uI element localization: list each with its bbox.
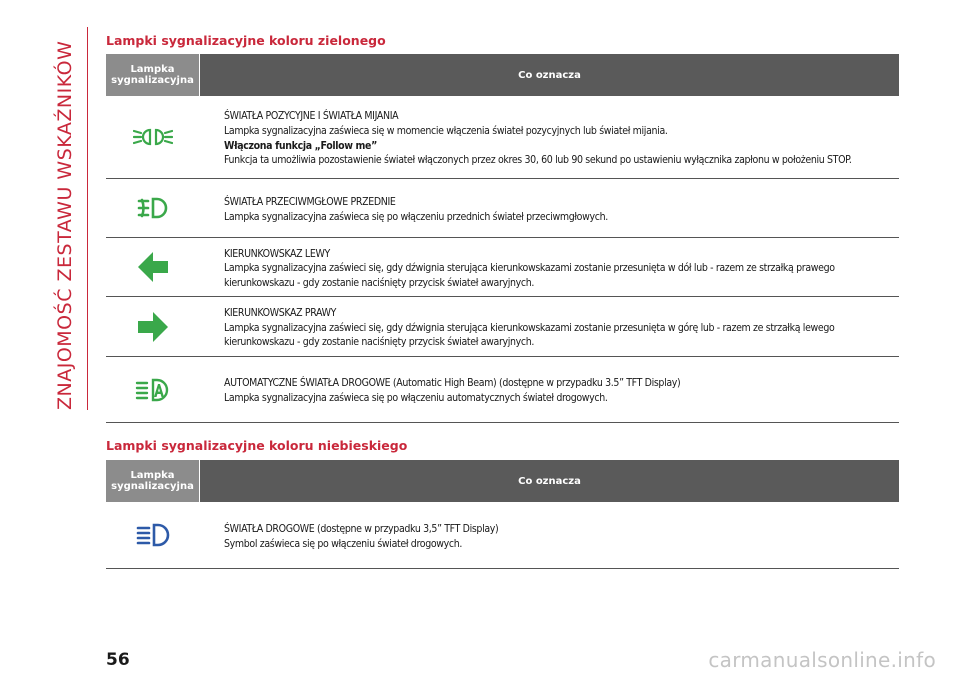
row-description [200, 238, 899, 296]
table-row [106, 297, 899, 357]
row-heading: KIERUNKOWSKAZ LEWY [224, 247, 330, 260]
row-detail: Lampka sygnalizacyjna zaświeci się, gdy dźwignia sterująca kierunkowskazami zostanie przesunięta w dół lub - razem ze strzałką prawego kierunkowskazu - gdy zostanie naciśnięty przycisk świateł awaryjnych. [224, 262, 835, 289]
row-heading: KIERUNKOWSKAZ PRAWY [224, 307, 336, 320]
table-row [106, 179, 899, 238]
header-lamp: Lampka sygnalizacyjna [106, 54, 199, 96]
right-turn-signal-icon [137, 310, 169, 344]
table-header [106, 460, 899, 502]
automatic-high-beam-icon [135, 378, 171, 402]
row-heading: ŚWIATŁA DROGOWE (dostępne w przypadku 3,5” TFT Display) [224, 522, 499, 535]
row-heading: ŚWIATŁA POZYCYJNE I ŚWIATŁA MIJANIA [224, 110, 399, 123]
left-turn-signal-icon [137, 250, 169, 284]
row-heading: ŚWIATŁA PRZECIWMGŁOWE PRZEDNIE [224, 195, 396, 208]
row-description [200, 179, 899, 237]
high-beam-icon [136, 523, 170, 547]
row-detail: Symbol zaświeca się po włączeniu świateł drogowych. [224, 537, 463, 550]
row-detail: Lampka sygnalizacyjna zaświeca się po włączeniu przednich świateł przeciwmgłowych. [224, 210, 608, 223]
row-subheading: Włączona funkcja „Follow me” [224, 139, 377, 152]
front-fog-lights-icon [137, 196, 169, 220]
table-header [106, 54, 899, 96]
row-detail: Funkcja ta umożliwia pozostawienie świateł włączonych przez okres 30, 60 lub 90 sekund po ustawieniu wyłącznika zapłonu w położeniu STOP. [224, 154, 852, 167]
page-number: 56 [106, 650, 130, 670]
watermark: carmanualsonline.info [708, 648, 936, 672]
row-description [200, 502, 899, 568]
blue-lights-table [106, 460, 899, 569]
green-section-title: Lampki sygnalizacyjne koloru zielonego [106, 33, 386, 48]
chapter-side-title: ZNAJOMOŚĆ ZESTAWU WSKAŹNIKÓW [54, 40, 76, 410]
position-lights-icon [133, 126, 173, 148]
header-meaning: Co oznacza [200, 460, 899, 502]
row-detail: Lampka sygnalizacyjna zaświeci się, gdy dźwignia sterująca kierunkowskazami zostanie przesunięta w górę lub - razem ze strzałką lewego kierunkowskazu - gdy zostanie naciśnięty przycisk świateł awaryjnych. [224, 321, 835, 349]
blue-section-title: Lampki sygnalizacyjne koloru niebieskiego [106, 438, 408, 453]
table-row [106, 502, 899, 569]
green-lights-table [106, 54, 899, 423]
table-row [106, 357, 899, 423]
header-meaning: Co oznacza [200, 54, 899, 96]
row-description [200, 297, 899, 356]
row-description [200, 357, 899, 422]
row-detail: Lampka sygnalizacyjna zaświeca się po włączeniu automatycznych świateł drogowych. [224, 392, 608, 404]
chapter-divider [87, 27, 88, 410]
row-heading: AUTOMATYCZNE ŚWIATŁA DROGOWE (Automatic High Beam) (dostępne w przypadku 3.5” TFT Display) [224, 377, 681, 390]
header-lamp: Lampka sygnalizacyjna [106, 460, 199, 502]
table-row [106, 238, 899, 297]
table-row [106, 96, 899, 179]
row-detail: Lampka sygnalizacyjna zaświeca się w momencie włączenia świateł pozycyjnych lub świateł mijania. [224, 124, 668, 137]
row-description [200, 96, 899, 178]
